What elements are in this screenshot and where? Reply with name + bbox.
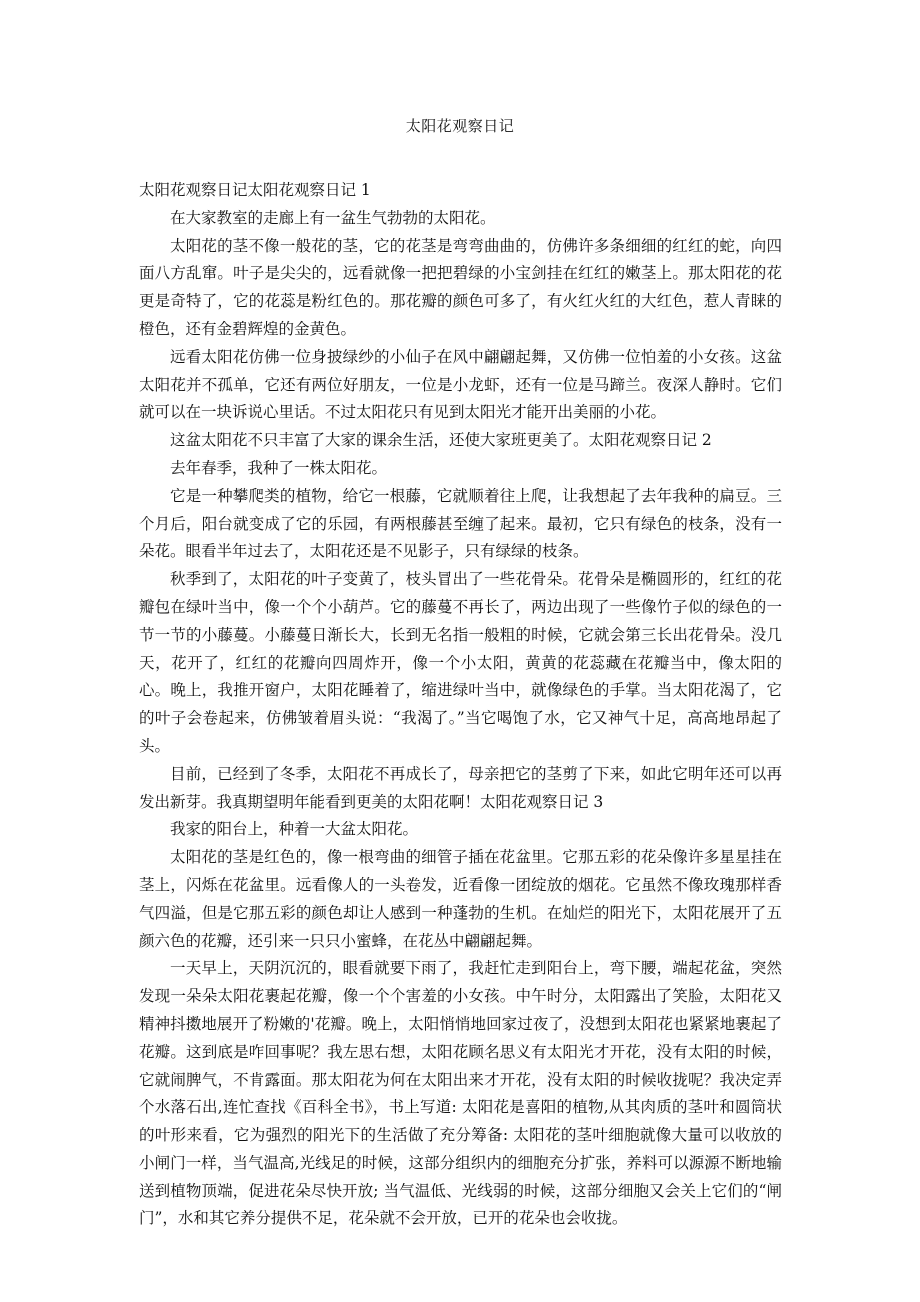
- paragraph: 我家的阳台上，种着一大盆太阳花。: [170, 820, 419, 839]
- paragraph: 这盆太阳花不只丰富了大家的课余生活，还使大家班更美了。太阳花观察日记 2: [170, 431, 712, 450]
- document-body: [139, 177, 782, 1233]
- paragraph: 太阳花的茎不像一般花的茎，它的花茎是弯弯曲曲的，仿佛许多条细细的红红的蛇，向四面八方乱窜。叶子是尖尖的，远看就像一把把碧绿的小宝剑挂在红红的嫩茎上。那太阳花的花更是奇特了，它的花蕊是粉红色的。那花瓣的颜色可多了，有火红火红的大红色，惹人青睐的橙色，还有金碧辉煌的金黄色。: [139, 236, 782, 338]
- paragraph-heading: 太阳花观察日记太阳花观察日记 1: [139, 181, 371, 199]
- paragraph: 它是一种攀爬类的植物，给它一根藤，它就顺着往上爬，让我想起了去年我种的扁豆。三个月后，阳台就变成了它的乐园，有两根藤甚至缠了起来。最初，它只有绿色的枝条，没有一朵花。眼看半年过去了，太阳花还是不见影子，只有绿绿的枝条。: [139, 486, 782, 561]
- paragraph: 一天早上，天阴沉沉的，眼看就要下雨了，我赶忙走到阳台上，弯下腰，端起花盆，突然发现一朵朵太阳花裹起花瓣，像一个个害羞的小女孩。中午时分，太阳露出了笑脸，太阳花又精神抖擞地展开了粉嫩的'花瓣。晚上，太阳悄悄地回家过夜了，没想到太阳花也紧紧地裹起了花瓣。这到底是咋回事呢？我左思右想，太阳花顾名思义有太阳光才开花，没有太阳的时候，它就闹脾气，不肯露面。那太阳花为何在太阳出来才开花，没有太阳的时候收拢呢？我决定弄个水落石出,连忙查找《百科全书》，书上写道: 太阳花是喜阳的植物,从其肉质的茎叶和圆筒状的叶形来看，它为强烈的阳光下的生活做了充分筹备: 太阳花的茎叶细胞就像大量可以收放的小闸门一样，当气温高,光线足的时候，这部分组织内的细胞充分扩张，养料可以源源不断地输送到植物顶端，促进花朵尽快开放; 当气温低、光线弱的时候，这部分细胞又会关上它们的“闸门”，水和其它养分提供不足，花朵就不会开放，已开的花朵也会收拢。: [139, 959, 782, 1228]
- paragraph: 秋季到了，太阳花的叶子变黄了，枝头冒出了一些花骨朵。花骨朵是椭圆形的，红红的花瓣包在绿叶当中，像一个个小葫芦。它的藤蔓不再长了，两边出现了一些像竹子似的绿色的一节一节的小藤蔓。小藤蔓日渐长大，长到无名指一般粗的时候，它就会第三长出花骨朵。没几天，花开了，红红的花瓣向四周炸开，像一个小太阳，黄黄的花蕊藏在花瓣当中，像太阳的心。晚上，我推开窗户，太阳花睡着了，缩进绿叶当中，就像绿色的手掌。当太阳花渴了，它的叶子会卷起来，仿佛皱着眉头说：“我渴了。”当它喝饱了水，它又神气十足，高高地昂起了头。: [139, 570, 782, 755]
- document-title: 太阳花观察日记: [405, 117, 515, 135]
- paragraph: 太阳花的茎是红色的，像一根弯曲的细管子插在花盆里。它那五彩的花朵像许多星星挂在茎上，闪烁在花盆里。远看像人的一头卷发，近看像一团绽放的烟花。它虽然不像玫瑰那样香气四溢，但是它那五彩的颜色却让人感到一种蓬勃的生机。在灿烂的阳光下，太阳花展开了五颜六色的花瓣，还引来一只只小蜜蜂，在花丛中翩翩起舞。: [139, 848, 782, 950]
- paragraph: 远看太阳花仿佛一位身披绿纱的小仙子在风中翩翩起舞，又仿佛一位怕羞的小女孩。这盆太阳花并不孤单，它还有两位好朋友，一位是小龙虾，还有一位是马蹄兰。夜深人静时。它们就可以在一块诉说心里话。不过太阳花只有见到太阳光才能开出美丽的小花。: [139, 347, 782, 422]
- paragraph: 在大家教室的走廊上有一盆生气勃勃的太阳花。: [170, 208, 496, 227]
- paragraph: 目前，已经到了冬季，太阳花不再成长了，母亲把它的茎剪了下来，如此它明年还可以再发出新芽。我真期望明年能看到更美的太阳花啊！太阳花观察日记 3: [139, 764, 782, 811]
- paragraph: 去年春季，我种了一株太阳花。: [170, 458, 388, 477]
